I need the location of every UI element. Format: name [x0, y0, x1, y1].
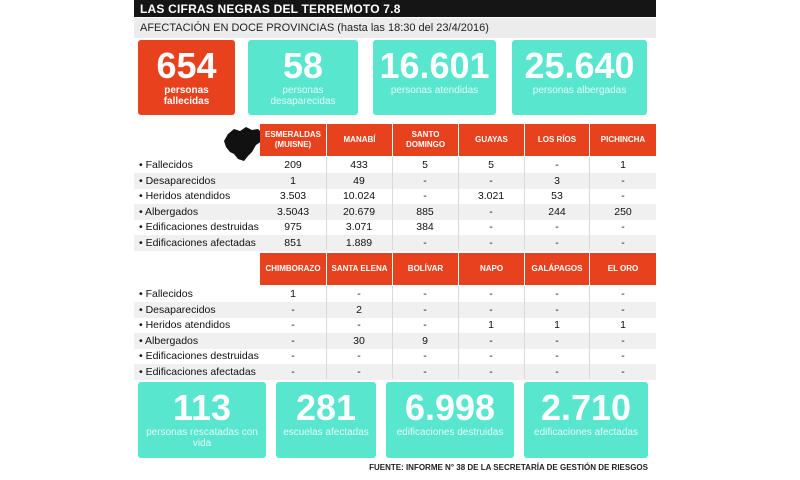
table-cell: 3.021: [477, 190, 505, 202]
col-header-pichincha: PICHINCHA: [590, 124, 656, 156]
stat-value: 281: [295, 387, 357, 428]
table-cell: 250: [614, 205, 632, 218]
table-cell: -: [621, 350, 625, 362]
table-cell: -: [489, 236, 493, 249]
table-cell: -: [489, 221, 493, 233]
col-header-manabi: MANABÍ: [327, 124, 392, 156]
table-cell: -: [621, 236, 625, 249]
stat-label: edificaciones afectadas: [534, 427, 638, 438]
table-cell: 885: [416, 205, 434, 218]
table-cell: -: [423, 288, 427, 300]
table-cell: -: [555, 159, 559, 171]
col-header-napo: NAPO: [459, 253, 524, 285]
table-cell: 3.503: [279, 190, 307, 202]
row-label: • Edificaciones afectadas: [139, 236, 256, 249]
table-cell: 1: [620, 319, 626, 331]
stat-value: 654: [156, 45, 217, 86]
row-label: • Desaparecidos: [139, 174, 216, 187]
col-header-chimborazo: CHIMBORAZO: [260, 253, 326, 285]
table-cell: -: [423, 350, 427, 362]
table-row: [134, 348, 656, 364]
row-label: • Edificaciones afectadas: [139, 365, 256, 378]
table-provinces-2: [134, 253, 656, 378]
table-cell: 1: [488, 319, 494, 331]
stat-value: 113: [172, 387, 232, 428]
stat-value: 58: [282, 45, 324, 86]
page-title: LAS CIFRAS NEGRAS DEL TERREMOTO 7.8: [140, 2, 401, 16]
stat-card-edif-destruidas: [386, 382, 514, 458]
table-cell: 1: [290, 288, 296, 300]
table-cell: -: [423, 190, 427, 202]
table-cell: -: [621, 303, 625, 316]
table-cell: -: [489, 365, 493, 378]
stat-card-desaparecidos: [248, 40, 358, 115]
col-header-galapagos: GALÁPAGOS: [525, 253, 589, 285]
table-cell: -: [621, 288, 625, 300]
infographic-panel: [134, 0, 656, 480]
subtitle: AFECTACIÓN EN DOCE PROVINCIAS (hasta las 18:30 del 23/4/2016): [140, 22, 489, 34]
table-cell: -: [489, 350, 493, 362]
table-cell: -: [291, 350, 295, 362]
stat-label: personas atendidas: [390, 85, 479, 96]
table-row: [134, 157, 656, 173]
table-cell: -: [357, 319, 361, 331]
table-cell: 244: [548, 205, 566, 218]
table-cell: -: [423, 365, 427, 378]
table-cell: -: [489, 334, 493, 347]
row-label: • Fallecidos: [139, 159, 193, 171]
source-text: FUENTE: INFORME N° 38 DE LA SECRETARÍA DE GESTIÓN DE RIESGOS: [369, 463, 648, 472]
table-cell: -: [555, 365, 559, 378]
table-cell: -: [489, 288, 493, 300]
column-divider: [392, 286, 393, 379]
table-cell: -: [621, 174, 625, 187]
table-cell: -: [423, 319, 427, 331]
table-cell: -: [555, 350, 559, 362]
col-header-guayas: GUAYAS: [459, 124, 524, 156]
table-cell: 3.071: [345, 221, 373, 233]
table-cell: 433: [350, 159, 368, 171]
table-cell: 851: [284, 236, 302, 249]
column-divider: [524, 286, 525, 379]
column-divider: [458, 157, 459, 250]
table-row: [134, 286, 656, 302]
table-cell: 30: [353, 334, 365, 347]
stat-label: personas desaparecidas: [270, 85, 336, 107]
col-header-el-oro: EL ORO: [590, 253, 656, 285]
stat-card-atendidas: [373, 40, 496, 115]
table-cell: -: [555, 334, 559, 347]
table-row: [134, 173, 656, 189]
stat-value: 25.640: [524, 45, 635, 86]
stat-value: 6.998: [404, 387, 496, 428]
table-cell: 1: [290, 174, 296, 187]
stat-label: personas fallecidas: [163, 85, 210, 107]
table-cell: 53: [551, 190, 563, 202]
table-cell: -: [621, 334, 625, 347]
stat-label: personas rescatadas con vida: [146, 427, 258, 449]
table-row: [134, 204, 656, 220]
table-row: [134, 235, 656, 251]
col-header-esmeraldas: ESMERALDAS (MUISNE): [260, 124, 326, 156]
stat-card-edif-afectadas: [524, 382, 648, 458]
stat-label: personas albergadas: [532, 85, 627, 96]
table-cell: 384: [416, 221, 434, 233]
title-bar: [134, 0, 656, 17]
table-cell: -: [423, 303, 427, 316]
subtitle-bar: [134, 18, 656, 38]
stat-card-escuelas: [276, 382, 376, 458]
table-cell: -: [291, 365, 295, 378]
row-label: • Edificaciones destruidas: [139, 221, 259, 233]
table-cell: 1.889: [345, 236, 373, 249]
column-divider: [392, 157, 393, 250]
table-cell: 10.024: [342, 190, 376, 202]
col-header-los-rios: LOS RÍOS: [525, 124, 589, 156]
table-cell: -: [357, 350, 361, 362]
table-cell: 5: [488, 159, 494, 171]
table-cell: 209: [284, 159, 302, 171]
table-cell: 2: [356, 303, 362, 316]
table-cell: 9: [422, 334, 428, 347]
row-label: • Edificaciones destruidas: [139, 350, 259, 362]
table-row: [134, 364, 656, 380]
table-row: [134, 219, 656, 235]
table-cell: -: [489, 303, 493, 316]
table-cell: -: [291, 319, 295, 331]
col-header-santa-elena: SANTA ELENA: [327, 253, 392, 285]
table-cell: -: [621, 365, 625, 378]
table-provinces-1: [134, 124, 656, 249]
table-cell: -: [555, 221, 559, 233]
table-cell: -: [555, 303, 559, 316]
row-label: • Desaparecidos: [139, 303, 216, 316]
table-row: [134, 333, 656, 349]
table-cell: 49: [353, 174, 365, 187]
col-header-santo-domingo: SANTO DOMINGO: [393, 124, 458, 156]
stat-card-rescatadas: [138, 382, 266, 458]
stat-card-albergadas: [512, 40, 647, 115]
table-row: [134, 188, 656, 204]
column-divider: [326, 286, 327, 379]
source-footer: [134, 463, 656, 472]
table-cell: -: [423, 236, 427, 249]
column-divider: [589, 157, 590, 250]
stat-label: edificaciones destruidas: [396, 427, 504, 438]
col-header-bolivar: BOLÍVAR: [393, 253, 458, 285]
table-row: [134, 302, 656, 318]
table-cell: -: [291, 334, 295, 347]
table-cell: -: [291, 303, 295, 316]
table-cell: 3.5043: [276, 205, 310, 218]
table-cell: 1: [554, 319, 560, 331]
table-cell: 20.679: [342, 205, 376, 218]
table-cell: 1: [620, 159, 626, 171]
column-divider: [326, 157, 327, 250]
table-cell: -: [621, 221, 625, 233]
table-cell: 3: [554, 174, 560, 187]
row-label: • Heridos atendidos: [139, 190, 231, 202]
table-cell: -: [489, 174, 493, 187]
stat-card-fallecidos: [138, 40, 235, 115]
table-row: [134, 317, 656, 333]
table-cell: -: [423, 174, 427, 187]
column-divider: [524, 157, 525, 250]
table-cell: 975: [284, 221, 302, 233]
row-label: • Fallecidos: [139, 288, 193, 300]
table-cell: -: [489, 205, 493, 218]
column-divider: [589, 286, 590, 379]
column-divider: [458, 286, 459, 379]
stat-value: 2.710: [540, 387, 632, 428]
table-cell: -: [357, 365, 361, 378]
table-cell: -: [555, 236, 559, 249]
table-cell: -: [555, 288, 559, 300]
table-cell: -: [621, 190, 625, 202]
row-label: • Albergados: [139, 205, 199, 218]
row-label: • Heridos atendidos: [139, 319, 231, 331]
table-cell: -: [357, 288, 361, 300]
stat-value: 16.601: [379, 45, 490, 86]
table-cell: 5: [422, 159, 428, 171]
stat-label: escuelas afectadas: [283, 427, 369, 438]
row-label: • Albergados: [139, 334, 199, 347]
